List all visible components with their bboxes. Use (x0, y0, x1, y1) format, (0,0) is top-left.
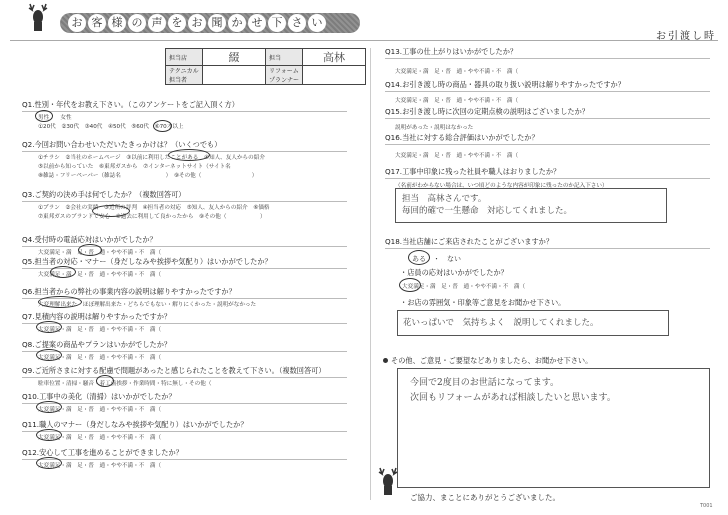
title-char: さ (288, 14, 306, 32)
q16-options: 大変満足・満 足・普 通・やや不満・不 満（ (395, 153, 519, 159)
answer-circle-mark (78, 244, 102, 256)
title-char: せ (248, 14, 266, 32)
q13-question: Q13.工事の仕上がりはいかがでしたか？ (385, 47, 710, 59)
title-char: 聞 (208, 14, 226, 32)
question-5-options: 大変満足・満 足・普 通・やや不満・不 満（ (38, 272, 162, 278)
question-2-options: ⑤以前から知っていた ⑥東邦ガスから ⑦インターネットサイト（サイト名 (38, 164, 231, 170)
q18b-answer: 花いっぱいで 気持ちよく 説明してくれました。 (403, 318, 599, 328)
planner-value (303, 66, 366, 85)
q14-question: Q14.お引き渡し時の商品・器具の取り扱い説明は解りやすかったですか？ (385, 80, 710, 92)
question-1-options: ①20代 ②30代 ③40代 ④50代 ⑤60代 ⑥70才以上 (38, 124, 184, 130)
question-10-options: 大変満足・満 足・普 通・やや不満・不 満（ (38, 407, 162, 413)
title-char: お (188, 14, 206, 32)
question-7-options: 大変満足・満 足・普 通・やや不満・不 満（ (38, 327, 162, 333)
q18a-circle-mark (399, 278, 421, 292)
answer-circle-mark (36, 401, 62, 413)
staff-table (165, 48, 366, 85)
person-value: 高林 (303, 49, 366, 66)
answer-circle-mark (35, 110, 53, 122)
q14-options: 大変満足・満 足・普 通・やや不満・不 満（ (395, 98, 519, 104)
page-code: T001 (700, 503, 713, 509)
title-char: 様 (108, 14, 126, 32)
thanks-text: ご協力、まことにありがとうございました。 (410, 493, 560, 502)
title-char: お (68, 14, 86, 32)
q18-question: Q18.当社店舗にご来店されたことがございますか？ (385, 237, 710, 249)
question-6: Q6.担当者からの弊社の事業内容の説明は解りやすかったですか？ (22, 287, 347, 299)
deer-footer-icon (372, 466, 406, 496)
answer-circle-mark (36, 429, 62, 441)
other-answer-line2: 次回もリフォームがあれば相談したいと思います。 (410, 393, 616, 403)
header-rule (10, 40, 718, 41)
title-banner (60, 13, 360, 33)
q17-note: （名前がわからない場合は、いつ頃どのような内容が印象に残ったのか記入下さい） (395, 183, 608, 189)
q15-question: Q15.お引き渡し時に次回の定期点検の説明はございましたか？ (385, 107, 710, 119)
q16-question: Q16.当社に対する総合評価はいかがでしたか？ (385, 133, 710, 145)
question-8: Q8.ご提案の商品やプランはいかがでしたか？ (22, 340, 347, 352)
title-char: 下 (268, 14, 286, 32)
question-4: Q4.受付時の電話応対はいかがでしたか？ (22, 235, 347, 247)
question-3-options: ⑦東邦ガスのブランドで安心 ⑧過去に利用して良かったから ⑨その他（ ） (38, 214, 266, 220)
q17-question: Q17.工事中印象に残った社員や職人はおりましたか？ (385, 167, 710, 179)
question-11: Q11.職人のマナー（身だしなみや挨拶や気配り）はいかがでしたか？ (22, 420, 347, 432)
question-8-options: 大変満足・満 足・普 通・やや不満・不 満（ (38, 355, 162, 361)
planner-label: リフォームプランナー (266, 66, 303, 85)
answer-circle-mark (36, 321, 62, 333)
question-3: Q3.ご契約の決め手は何でしたか？（複数回答可） (22, 190, 347, 202)
title-char: い (308, 14, 326, 32)
title-char: を (168, 14, 186, 32)
column-divider (370, 48, 371, 500)
answer-circle-mark (36, 349, 62, 361)
q17-answer-line1: 担当 高林さんです。 (402, 194, 487, 204)
answer-circle-mark (36, 457, 62, 469)
question-1-options: 男性 女性 (38, 115, 72, 121)
question-11-options: 大変満足・満 足・普 通・やや不満・不 満（ (38, 435, 162, 441)
question-2-options: ①チラシ ②当社のホームページ ③以前に利用したことがある ④知人、友人からの紹介 (38, 155, 265, 161)
shop-value: 綴 (203, 49, 266, 66)
q18-circle-mark (408, 250, 430, 265)
question-7: Q7.見積内容の説明は解りやすかったですか？ (22, 312, 347, 324)
title-char: 客 (88, 14, 106, 32)
answer-circle-mark (168, 149, 210, 161)
answer-circle-mark (96, 375, 114, 387)
shop-label: 担当店 (166, 49, 203, 66)
question-4-options: 大変満足・満 足・普 通・やや不満・不 満（ (38, 250, 162, 256)
person-label: 担当 (266, 49, 303, 66)
question-10: Q10.工事中の美化（清掃）はいかがでしたか？ (22, 392, 347, 404)
question-5: Q5.担当者の対応・マナー（身だしなみや挨拶や気配り）はいかがでしたか？ (22, 257, 347, 269)
tech-label: テクニカル担当者 (166, 66, 203, 85)
title-char: の (128, 14, 146, 32)
answer-circle-mark (50, 266, 76, 278)
question-12-options: 大変満足・満 足・普 通・やや不満・不 満（ (38, 463, 162, 469)
other-answer-line1: 今回で2度目のお世話になってます。 (410, 378, 560, 388)
title-char: か (228, 14, 246, 32)
title-char: 声 (148, 14, 166, 32)
q15-options: 説明があった・説明はなかった (395, 125, 474, 131)
section-label: お引渡し時 (656, 31, 716, 42)
q18a-options: 大変満足・満 足・普 通・やや不満・不 満（ (402, 284, 526, 290)
q18-options: ある ・ ない (412, 255, 461, 263)
question-2-options: ⑧雑誌・フリーペーパー（雑誌名 ） ⑨その他（ ） (38, 173, 258, 179)
question-9: Q9.ご近所さまに対する配慮で問題があったと感じられたことを教えて下さい。（複数回答可） (22, 366, 347, 378)
q18a-question: ・店員の応対はいかがでしたか？ (400, 268, 508, 277)
answer-circle-mark (92, 205, 130, 217)
question-12: Q12.安心して工事を進めることができましたか？ (22, 448, 347, 460)
question-3-options: ①プラン ②会社の実績 ③近所の評判 ④担当者の対応 ⑤知人、友人からの紹介 ⑥価格 (38, 205, 270, 211)
q18b-question: ・お店の雰囲気・印象等ご意見をお聞かせ下さい。 (400, 298, 566, 307)
question-2: Q2.今回お問い合わせいただいたきっかけは？（いくつでも） (22, 140, 347, 152)
other-label: その他、ご意見・ご要望などありましたら、お聞かせ下さい。 (383, 356, 592, 366)
q13-options: 大変満足・満 足・普 通・やや不満・不 満（ (395, 69, 519, 75)
tech-value (203, 66, 266, 85)
deer-logo-icon (22, 2, 56, 32)
question-6-options: 大変理解出来た・ほぼ理解出来た・どちらでもない・解りにくかった・説明がなかった (38, 302, 257, 308)
question-1: Q1.性別・年代をお教え下さい。（このアンケートをご記入頂く方） (22, 100, 347, 112)
question-9-options: 駐車位置・清掃・騒音・着工前挨拶・作業時間・特に無し・その他（ (38, 381, 212, 387)
q17-answer-line2: 毎回的確で一生懸命 対応してくれました。 (402, 206, 573, 216)
answer-circle-mark (38, 296, 82, 308)
answer-circle-mark (153, 120, 172, 132)
